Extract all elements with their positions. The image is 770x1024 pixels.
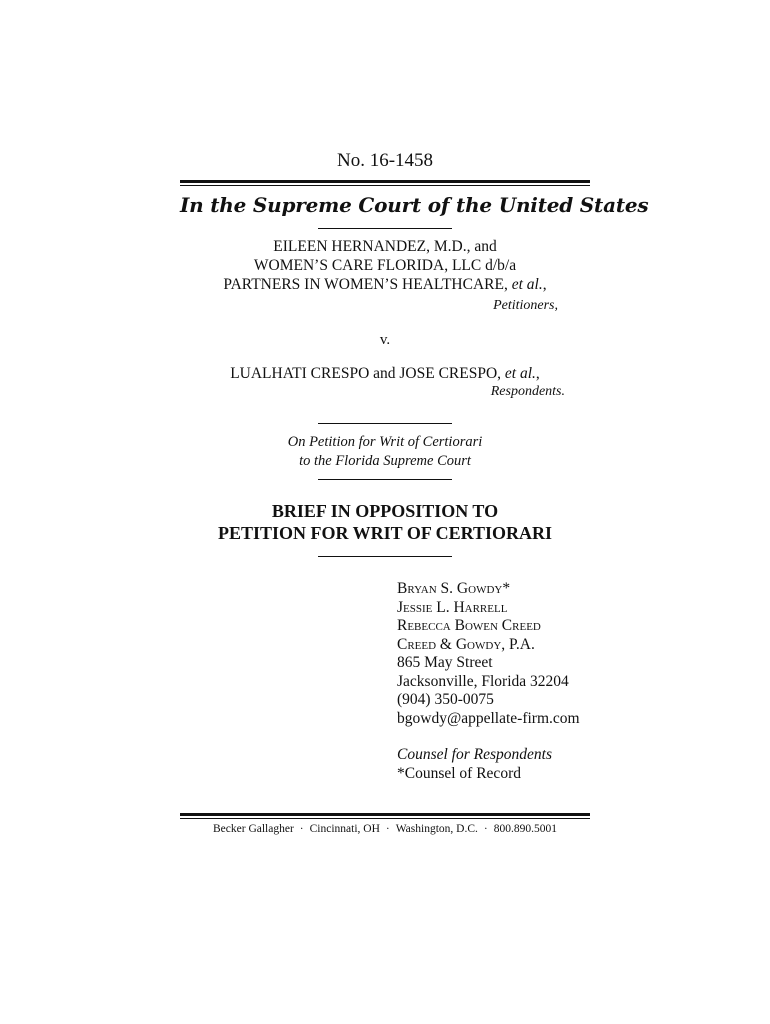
versus: v. (379, 332, 391, 348)
petition-on-line: On Petition for Writ of Certiorari (287, 434, 483, 450)
attorney-name: Bryan S. Gowdy* (397, 580, 511, 597)
docket-number: No. 16-1458 (336, 150, 434, 171)
divider-rule (318, 423, 452, 424)
petition-on-line: to the Florida Supreme Court (299, 453, 471, 469)
spacer (397, 728, 580, 746)
phone-number: (904) 350-0075 (397, 691, 494, 708)
comma: , (542, 276, 547, 293)
counsel-of-record-note: *Counsel of Record (397, 764, 521, 782)
petitioners-block (180, 237, 590, 294)
law-firm: Creed & Gowdy, P.A. (397, 635, 535, 653)
comma: , (535, 365, 540, 382)
address-line: Jacksonville, Florida 32204 (397, 672, 569, 690)
counsel-role: Counsel for Respondents (397, 746, 552, 763)
top-double-rule (180, 180, 590, 186)
printer-footer (180, 823, 590, 835)
respondents-names-text: LUALHATI CRESPO and JOSE CRESPO, (230, 365, 502, 382)
petitioner-line: EILEEN HERNANDEZ, M.D., and (273, 238, 497, 255)
address-line: 865 May Street (397, 654, 493, 671)
counsel-block (397, 580, 580, 783)
attorney-name: Rebecca Bowen Creed (397, 617, 541, 634)
email-address: bgowdy@appellate-firm.com (397, 709, 580, 727)
divider-rule (318, 479, 452, 480)
petitioner-line: WOMEN’S CARE FLORIDA, LLC d/b/a (253, 257, 517, 274)
separator: · (483, 823, 488, 835)
brief-title-line: PETITION FOR WRIT OF CERTIORARI (217, 523, 553, 543)
printer-city: Cincinnati, OH (309, 823, 380, 835)
petitioners-role: Petitioners, (493, 298, 558, 313)
petitioner-line (180, 275, 590, 294)
printer-name: Becker Gallagher (213, 823, 294, 835)
court-name: In the Supreme Court of the United States (180, 193, 649, 217)
attorney-name: Jessie L. Harrell (397, 598, 508, 616)
printer-city: Washington, D.C. (395, 823, 478, 835)
separator: · (299, 823, 304, 835)
printer-phone: 800.890.5001 (493, 823, 557, 835)
petitioner-line-text: PARTNERS IN WOMEN’S HEALTHCARE, (223, 276, 508, 293)
petition-on (180, 433, 590, 471)
et-al: et al. (504, 365, 536, 382)
respondents-names (180, 365, 590, 383)
divider-rule (318, 228, 452, 229)
brief-title (180, 500, 590, 544)
brief-title-line: BRIEF IN OPPOSITION TO (271, 501, 499, 521)
divider-rule (318, 556, 452, 557)
et-al: et al. (511, 276, 543, 293)
respondents-role: Respondents. (490, 384, 565, 399)
separator: · (385, 823, 390, 835)
bottom-double-rule (180, 813, 590, 819)
